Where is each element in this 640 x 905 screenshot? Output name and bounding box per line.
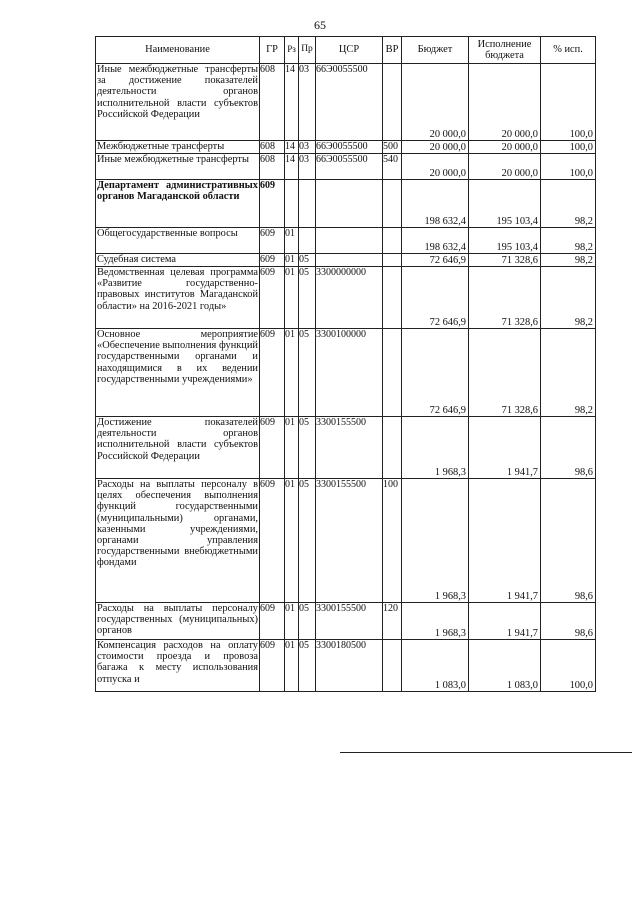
row-csr: 66Э0055500 [316,141,383,154]
row-csr: 66Э0055500 [316,154,383,180]
row-rz: 01 [285,254,299,267]
row-execution: 1 941,7 [469,417,541,479]
row-budget: 20 000,0 [402,154,469,180]
row-pr: 05 [299,329,316,417]
row-gr: 609 [260,267,285,329]
row-name: Компенсация расходов на оплату стоимости проезда и провоза багажа к месту использования отпуска и [96,640,260,692]
row-gr: 608 [260,141,285,154]
row-budget: 72 646,9 [402,254,469,267]
row-rz: 01 [285,267,299,329]
row-vr: 100 [383,479,402,603]
row-name: Ведомственная целевая программа «Развитие государственно-правовых институтов Магаданской области» на 2016-2021 годы» [96,267,260,329]
row-budget: 20 000,0 [402,64,469,141]
row-budget: 20 000,0 [402,141,469,154]
header-budget: Бюджет [402,37,469,64]
row-budget: 198 632,4 [402,180,469,228]
row-gr: 609 [260,603,285,640]
row-name: Достижение показателей деятельности органов исполнительной власти субъектов Российской Федерации [96,417,260,479]
row-gr: 609 [260,329,285,417]
row-execution: 195 103,4 [469,180,541,228]
table-row [96,479,596,603]
row-percent: 98,6 [541,417,596,479]
row-pr: 05 [299,417,316,479]
row-percent: 98,6 [541,479,596,603]
row-execution: 20 000,0 [469,64,541,141]
row-gr: 609 [260,254,285,267]
header-gr: ГР [260,37,285,64]
table-row [96,141,596,154]
row-gr: 608 [260,154,285,180]
row-percent: 100,0 [541,64,596,141]
header-pr: Пр [299,37,316,64]
row-budget: 72 646,9 [402,267,469,329]
row-execution: 71 328,6 [469,329,541,417]
row-pr [299,228,316,254]
row-rz: 14 [285,154,299,180]
row-pr: 03 [299,141,316,154]
row-execution: 1 941,7 [469,479,541,603]
table-row [96,640,596,692]
table-row [96,64,596,141]
row-vr: 540 [383,154,402,180]
row-name: Иные межбюджетные трансферты [96,154,260,180]
row-budget: 198 632,4 [402,228,469,254]
row-budget: 1 968,3 [402,603,469,640]
row-execution: 1 941,7 [469,603,541,640]
table-row [96,228,596,254]
row-budget: 1 968,3 [402,417,469,479]
row-budget: 1 968,3 [402,479,469,603]
row-rz: 01 [285,329,299,417]
row-percent: 98,2 [541,228,596,254]
row-pr: 05 [299,267,316,329]
row-vr [383,180,402,228]
row-vr: 120 [383,603,402,640]
row-execution: 1 083,0 [469,640,541,692]
row-percent: 98,6 [541,603,596,640]
row-rz: 01 [285,640,299,692]
row-execution: 71 328,6 [469,254,541,267]
header-percent: % исп. [541,37,596,64]
table-row [96,154,596,180]
row-vr [383,417,402,479]
row-vr [383,640,402,692]
header-rz: Рз [285,37,299,64]
row-percent: 98,2 [541,180,596,228]
row-vr [383,64,402,141]
row-budget: 1 083,0 [402,640,469,692]
header-name: Наименование [96,37,260,64]
row-vr [383,254,402,267]
row-name: Основное мероприятие «Обеспечение выполнения функций государственными органами и находящимися в их ведении государственными учреждениями» [96,329,260,417]
row-gr: 608 [260,64,285,141]
page-number: 65 [314,18,326,32]
row-name: Судебная система [96,254,260,267]
row-rz: 14 [285,141,299,154]
row-rz: 14 [285,64,299,141]
row-name: Общегосударственные вопросы [96,228,260,254]
table-header-row [96,37,596,64]
budget-table [95,36,596,692]
row-gr: 609 [260,640,285,692]
row-execution: 195 103,4 [469,228,541,254]
row-pr: 05 [299,640,316,692]
row-name: Департамент административных органов Магаданской области [96,180,260,228]
row-vr [383,267,402,329]
row-percent: 98,2 [541,329,596,417]
row-csr: 3300155500 [316,417,383,479]
header-execution: Исполнение бюджета [469,37,541,64]
row-gr: 609 [260,180,285,228]
header-csr: ЦСР [316,37,383,64]
table-row [96,329,596,417]
row-vr: 500 [383,141,402,154]
row-csr [316,254,383,267]
row-rz: 01 [285,603,299,640]
row-rz [285,180,299,228]
row-gr: 609 [260,228,285,254]
row-percent: 98,2 [541,267,596,329]
row-csr: 3300100000 [316,329,383,417]
table-row [96,180,596,228]
row-pr: 03 [299,154,316,180]
row-pr: 05 [299,603,316,640]
table-row [96,603,596,640]
row-execution: 20 000,0 [469,154,541,180]
row-csr: 3300155500 [316,603,383,640]
row-percent: 100,0 [541,141,596,154]
row-name: Расходы на выплаты персоналу в целях обеспечения выполнения функций государственными (муниципальными) органами, казенными учреждениями, органами управления государственными внебюджетными фондами [96,479,260,603]
row-percent: 98,2 [541,254,596,267]
row-execution: 71 328,6 [469,267,541,329]
header-vr: ВР [383,37,402,64]
row-execution: 20 000,0 [469,141,541,154]
row-csr: 3300180500 [316,640,383,692]
table-row [96,254,596,267]
row-rz: 01 [285,479,299,603]
row-gr: 609 [260,479,285,603]
row-pr [299,180,316,228]
row-name: Межбюджетные трансферты [96,141,260,154]
table-row [96,417,596,479]
row-csr [316,228,383,254]
row-percent: 100,0 [541,154,596,180]
row-csr: 3300000000 [316,267,383,329]
row-csr: 3300155500 [316,479,383,603]
row-vr [383,329,402,417]
row-rz: 01 [285,228,299,254]
row-name: Иные межбюджетные трансферты за достижение показателей деятельности органов исполнительной власти субъектов Российской Федерации [96,64,260,141]
row-csr [316,180,383,228]
row-name: Расходы на выплаты персоналу государственных (муниципальных) органов [96,603,260,640]
row-pr: 05 [299,479,316,603]
row-budget: 72 646,9 [402,329,469,417]
row-vr [383,228,402,254]
row-percent: 100,0 [541,640,596,692]
table-row [96,267,596,329]
row-pr: 05 [299,254,316,267]
row-gr: 609 [260,417,285,479]
row-csr: 66Э0055500 [316,64,383,141]
row-pr: 03 [299,64,316,141]
footer-divider [340,752,632,753]
row-rz: 01 [285,417,299,479]
